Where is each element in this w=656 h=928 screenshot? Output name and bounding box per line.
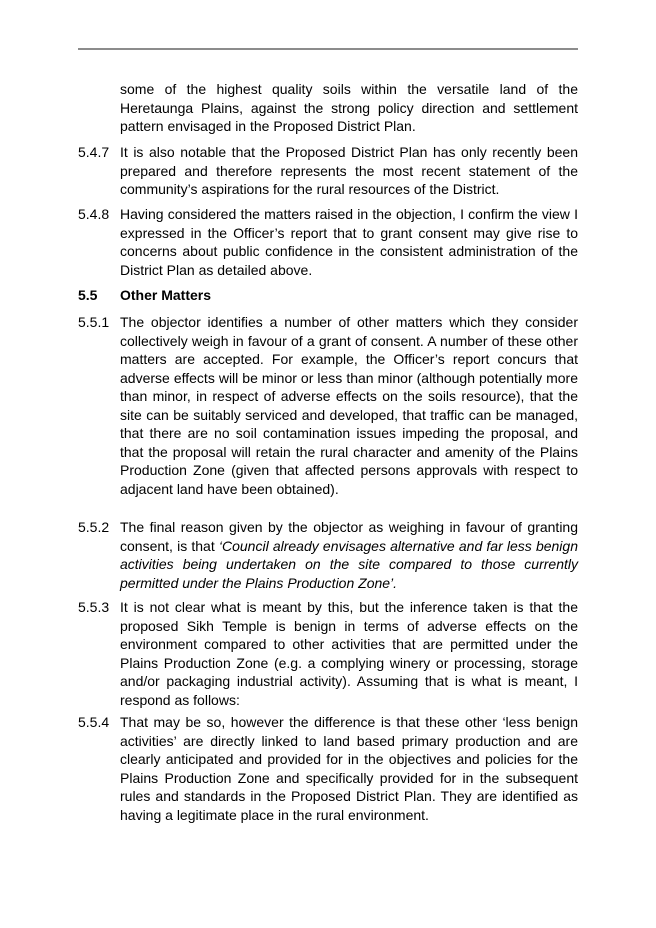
paragraph-5-4-8	[78, 205, 578, 279]
paragraph-lead-text: The final reason given by the objector as weighing in favour of granting consent, is that	[120, 519, 578, 554]
paragraph-continuation	[78, 80, 578, 136]
paragraph-5-5-3	[78, 598, 578, 709]
paragraph-5-5-4	[78, 713, 578, 824]
header-rule	[78, 48, 578, 50]
paragraph-text: It is also notable that the Proposed District Plan has only recently been prepared and therefore represents the most recent statement of the community’s aspirations for the rural resources of the District.	[120, 144, 578, 197]
paragraph-number: 5.5.4	[78, 714, 110, 730]
paragraph-number: 5.4.8	[78, 206, 110, 222]
paragraph-number: 5.4.7	[78, 144, 110, 160]
paragraph-number: 5.5.2	[78, 519, 110, 535]
paragraph-text: some of the highest quality soils within the versatile land of the Heretaunga Plains, against the strong policy direction and settlement pattern envisaged in the Proposed District Plan.	[120, 81, 578, 134]
section-heading-5-5	[78, 286, 578, 305]
paragraph-text: It is not clear what is meant by this, but the inference taken is that the proposed Sikh Temple is benign in terms of adverse effects on the environment compared to other activities that are permitted under the Plains Production Zone (e.g. a complying winery or processing, storage and/or packaging industrial activity). Assuming that is what is meant, I respond as follows:	[120, 599, 578, 708]
paragraph-text: The objector identifies a number of other matters which they consider collectively weigh in favour of a grant of consent. A number of these other matters are accepted. For example, the Officer’s report concurs that adverse effects will be minor or less than minor (although potentially more than minor, in respect of adverse effects on the soils resource), that the site can be suitably serviced and developed, that traffic can be managed, that there are no soil contamination issues impeding the proposal, and that the proposal will retain the rural character and amenity of the Plains Production Zone (given that affected persons approvals with respect to adjacent land have been obtained).	[120, 314, 578, 497]
paragraph-5-5-1	[78, 313, 578, 498]
section-title: Other Matters	[120, 287, 212, 303]
paragraph-text	[120, 518, 578, 592]
paragraph-text: That may be so, however the difference is that these other ‘less benign activities’ are directly linked to land based primary production and are clearly anticipated and provided for in the objectives and policies for the Plains Production Zone and specifically provided for in the subsequent rules and standards in the Proposed District Plan. They are identified as having a legitimate place in the rural environment.	[120, 714, 578, 823]
section-number: 5.5	[78, 287, 98, 303]
paragraph-text: Having considered the matters raised in the objection, I confirm the view I expressed in the Officer’s report that to grant consent may give rise to concerns about public confidence in the consistent administration of the District Plan as detailed above.	[120, 206, 578, 278]
paragraph-number: 5.5.3	[78, 599, 110, 615]
quoted-text: ‘Council already envisages alternative and far less benign activities being undertaken on the site compared to those currently permitted under the Plains Production Zone’.	[120, 537, 578, 591]
paragraph-5-4-7	[78, 143, 578, 199]
paragraph-5-5-2	[78, 518, 578, 592]
paragraph-number: 5.5.1	[78, 314, 110, 330]
